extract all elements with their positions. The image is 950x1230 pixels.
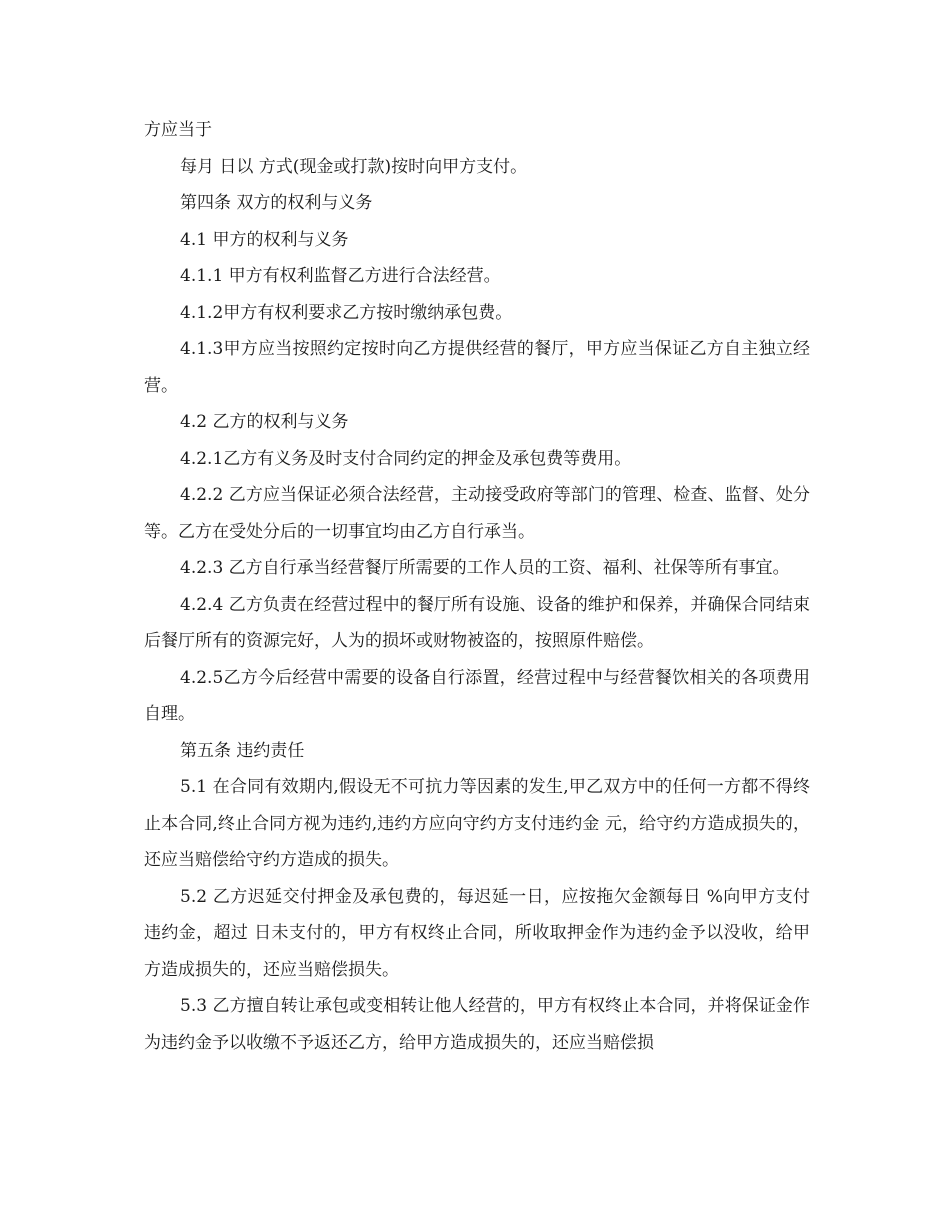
document-body <box>144 112 810 1061</box>
clause-5-1: 5.1 在合同有效期内,假设无不可抗力等因素的发生,甲乙双方中的任何一方都不得终止本合同,终止合同方视为违约,违约方应向守约方支付违约金 元，给守约方造成损失的，还应当赔偿给守约方造成的损失。 <box>144 777 810 870</box>
section-4-2-heading: 4.2 乙方的权利与义务 <box>180 412 349 432</box>
article-5-heading: 第五条 违约责任 <box>180 740 305 761</box>
paragraph-continuation: 方应当于 <box>144 120 212 140</box>
clause-4-1-2: 4.1.2甲方有权利要求乙方按时缴纳承包费。 <box>180 302 513 323</box>
paragraph-payment-terms: 每月 日以 方式(现金或打款)按时向甲方支付。 <box>180 156 528 177</box>
clause-5-2: 5.2 乙方迟延交付押金及承包费的，每迟延一日，应按拖欠金额每日 %向甲方支付违约金，超过 日未支付的，甲方有权终止合同，所收取押金作为违约金予以没收，给甲方造成损失的，还应当赔偿损失。 <box>144 886 810 980</box>
clause-4-1-1: 4.1.1 甲方有权利监督乙方进行合法经营。 <box>180 266 501 286</box>
clause-4-2-3: 4.2.3 乙方自行承当经营餐厅所需要的工作人员的工资、福利、社保等所有事宜。 <box>180 558 790 578</box>
clause-5-3: 5.3 乙方擅自转让承包或变相转让他人经营的，甲方有权终止本合同，并将保证金作为违约金予以收缴不予返还乙方，给甲方造成损失的，还应当赔偿损 <box>144 996 810 1053</box>
clause-4-2-4: 4.2.4 乙方负责在经营过程中的餐厅所有设施、设备的维护和保养，并确保合同结束后餐厅所有的资源完好，人为的损坏或财物被盗的，按照原件赔偿。 <box>144 594 810 651</box>
section-4-1-heading: 4.1 甲方的权利与义务 <box>180 229 349 250</box>
clause-4-2-5: 4.2.5乙方今后经营中需要的设备自行添置，经营过程中与经营餐饮相关的各项费用自理。 <box>144 667 810 724</box>
clause-4-2-1: 4.2.1乙方有义务及时支付合同约定的押金及承包费等费用。 <box>180 448 632 469</box>
clause-4-1-3: 4.1.3甲方应当按照约定按时向乙方提供经营的餐厅，甲方应当保证乙方自主独立经营。 <box>144 339 810 396</box>
article-4-heading: 第四条 双方的权利与义务 <box>180 193 373 213</box>
clause-4-2-2: 4.2.2 乙方应当保证必须合法经营，主动接受政府等部门的管理、检查、监督、处分等。乙方在受处分后的一切事宜均由乙方自行承当。 <box>144 485 810 542</box>
